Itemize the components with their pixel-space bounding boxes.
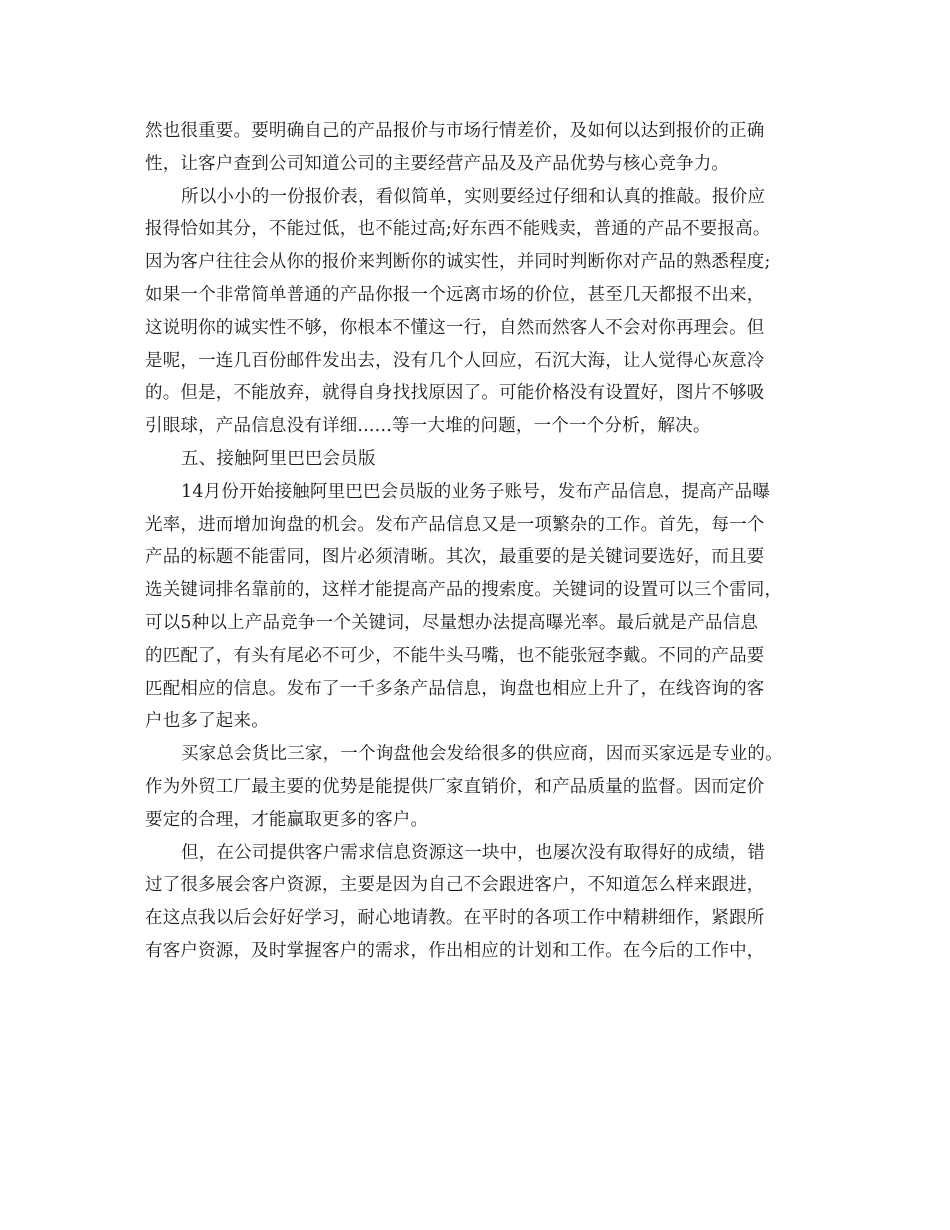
text-line: 如果一个非常简单普通的产品你报一个远离市场的价位，甚至几天都报不出来， [145,284,765,305]
text-line: 的匹配了，有头有尾必不可少，不能牛头马嘴，也不能张冠李戴。不同的产品要 [145,645,765,666]
text-line: 的。但是，不能放弃，就得自身找找原因了。可能价格没有设置好，图片不够吸 [145,383,765,404]
text-line: 五、接触阿里巴巴会员版 [181,448,376,469]
text-line: 但，在公司提供客户需求信息资源这一块中，也屡次没有取得好的成绩，错 [181,842,766,863]
text-line: 可以5种以上产品竞争一个关键词，尽量想办法提高曝光率。最后就是产品信息 [145,612,759,633]
text-line: 报得恰如其分，不能过低，也不能过高;好东西不能贱卖，普通的产品不要报高。 [145,219,771,240]
text-line: 所以小小的一份报价表，看似简单，实则要经过仔细和认真的推敲。报价应 [181,186,766,207]
text-line: 买家总会货比三家，一个询盘他会发给很多的供应商，因而买家远是专业的。 [181,744,783,765]
text-line: 这说明你的诚实性不够，你根本不懂这一行，自然而然客人不会对你再理会。但 [145,317,765,338]
text-line: 是呢，一连几百份邮件发出去，没有几个人回应，石沉大海，让人觉得心灰意冷 [145,350,765,371]
document-body [145,115,810,968]
text-line: 作为外贸工厂最主要的优势是能提供厂家直销价，和产品质量的监督。因而定价 [145,776,765,797]
text-line: 匹配相应的信息。发布了一千多条产品信息，询盘也相应上升了，在线咨询的客 [145,678,765,699]
text-line: 要定的合理，才能赢取更多的客户。 [145,809,429,830]
text-line: 选关键词排名靠前的，这样才能提高产品的搜索度。关键词的设置可以三个雷同， [145,580,783,601]
text-line: 引眼球，产品信息没有详细......等一大堆的问题，一个一个分析，解决。 [145,416,711,437]
text-line: 产品的标题不能雷同，图片必须清晰。其次，最重要的是关键词要选好，而且要 [145,547,765,568]
text-line: 因为客户往往会从你的报价来判断你的诚实性，并同时判断你对产品的熟悉程度; [145,252,771,273]
text-line: 14月份开始接触阿里巴巴会员版的业务子账号，发布产品信息，提高产品曝 [181,481,771,502]
text-line: 过了很多展会客户资源，主要是因为自己不会跟进客户，不知道怎么样来跟进， [145,875,765,896]
text-line: 然也很重要。要明确自己的产品报价与市场行情差价，及如何以达到报价的正确 [145,121,765,141]
text-line: 有客户资源，及时掌握客户的需求，作出相应的计划和工作。在今后的工作中， [145,940,765,961]
text-line: 在这点我以后会好好学习，耐心地请教。在平时的各项工作中精耕细作，紧跟所 [145,908,765,929]
text-line: 户也多了起来。 [145,711,269,732]
text-line: 光率，进而增加询盘的机会。发布产品信息又是一项繁杂的工作。首先，每一个 [145,514,765,535]
text-line: 性，让客户查到公司知道公司的主要经营产品及及产品优势与核心竞争力。 [145,153,730,174]
